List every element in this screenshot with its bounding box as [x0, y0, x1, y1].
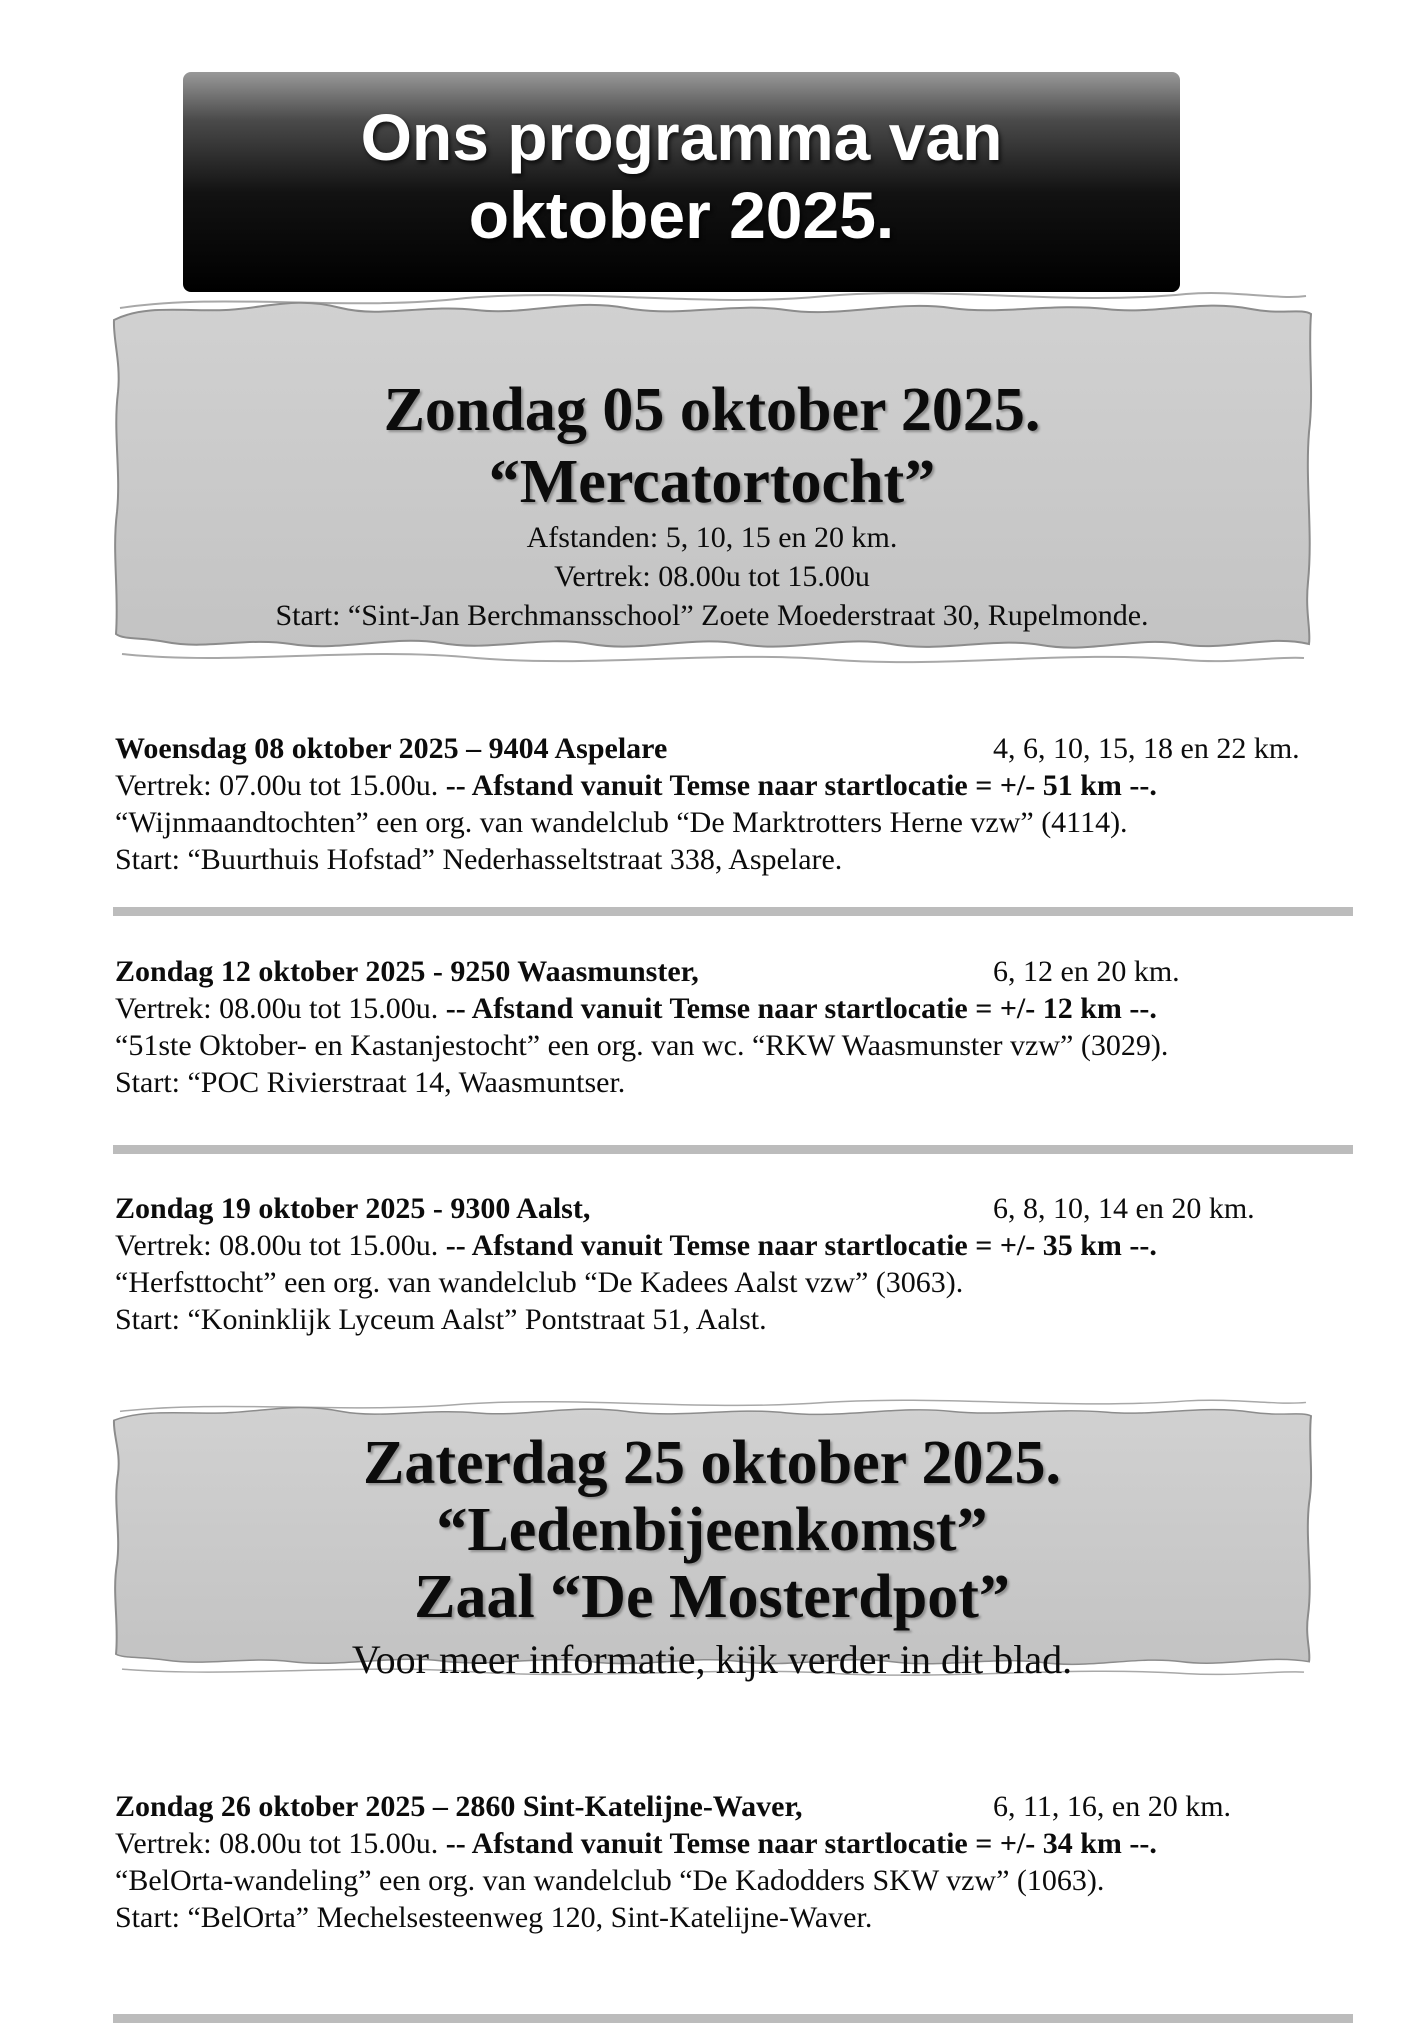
event-distances: 6, 12 en 20 km. [993, 955, 1180, 988]
event-departure-line [115, 990, 1318, 1027]
event-start-line: Start: “POC Rivierstraat 14, Waasmuntser. [115, 1066, 626, 1099]
distance-from-temse: -- Afstand vanuit Temse naar startlocatie = +/- 35 km --. [445, 1229, 1157, 1262]
event-venue: Zaal “De Mosterdpot” [414, 1563, 1010, 1631]
program-title-line2: oktober 2025. [468, 178, 895, 252]
distance-from-temse: -- Afstand vanuit Temse naar startlocatie = +/- 12 km --. [445, 992, 1157, 1025]
program-title-banner [183, 72, 1180, 292]
departure-text: Vertrek: 08.00u tot 15.00u. [115, 1229, 446, 1262]
event-distances: 6, 8, 10, 14 en 20 km. [993, 1192, 1255, 1225]
event-start-location: Start: “Sint-Jan Berchmansschool” Zoete Moederstraat 30, Rupelmonde. [275, 599, 1149, 632]
event-date-title: Zaterdag 25 oktober 2025. [362, 1429, 1062, 1497]
event-date-row [115, 953, 1318, 990]
event-date-row [115, 1788, 1318, 1825]
event-section-08-oktober [115, 730, 1318, 878]
event-start-line: Start: “Koninklijk Lyceum Aalst” Pontstraat 51, Aalst. [115, 1303, 767, 1336]
event-departure: Vertrek: 08.00u tot 15.00u [554, 560, 870, 593]
event-date-title: Zondag 05 oktober 2025. [383, 376, 1041, 444]
event-date-row [115, 1190, 1318, 1227]
distance-from-temse: -- Afstand vanuit Temse naar startlocatie = +/- 34 km --. [445, 1827, 1157, 1860]
event-departure-line [115, 767, 1318, 804]
departure-text: Vertrek: 07.00u tot 15.00u. [115, 769, 446, 802]
event-organizer-line: “51ste Oktober- en Kastanjestocht” een org. van wc. “RKW Waasmunster vzw” (3029). [115, 1029, 1169, 1062]
event-distances: Afstanden: 5, 10, 15 en 20 km. [526, 521, 898, 554]
event-more-info-note: Voor meer informatie, kijk verder in dit blad. [351, 1637, 1073, 1682]
section-divider [113, 907, 1353, 916]
distance-from-temse: -- Afstand vanuit Temse naar startlocatie = +/- 51 km --. [445, 769, 1157, 802]
event-name: “Ledenbijeenkomst” [436, 1496, 988, 1564]
event-organizer-line: “Wijnmaandtochten” een org. van wandelclub “De Marktrotters Herne vzw” (4114). [115, 806, 1128, 839]
event-date-title: Zondag 19 oktober 2025 - 9300 Aalst, [115, 1192, 591, 1225]
event-start-line: Start: “BelOrta” Mechelsesteenweg 120, Sint-Katelijne-Waver. [115, 1901, 873, 1934]
section-divider [113, 1145, 1353, 1154]
event-distances: 4, 6, 10, 15, 18 en 22 km. [993, 732, 1300, 765]
event-section-19-oktober [115, 1190, 1318, 1338]
event-departure-line [115, 1227, 1318, 1264]
event-name: “Mercatortocht” [488, 448, 936, 516]
section-divider [113, 2014, 1353, 2023]
event-date-title: Zondag 26 oktober 2025 – 2860 Sint-Katelijne-Waver, [115, 1790, 803, 1823]
event-distances: 6, 11, 16, en 20 km. [993, 1790, 1232, 1823]
highlight-box-ledenbijeenkomst [106, 1392, 1318, 1684]
event-organizer-line: “Herfsttocht” een org. van wandelclub “De Kadees Aalst vzw” (3063). [115, 1266, 964, 1299]
departure-text: Vertrek: 08.00u tot 15.00u. [115, 1827, 446, 1860]
event-departure-line [115, 1825, 1318, 1862]
highlight-box-mercatortocht [106, 282, 1318, 674]
event-organizer-line: “BelOrta-wandeling” een org. van wandelclub “De Kadodders SKW vzw” (1063). [115, 1864, 1105, 1897]
program-title-line1: Ons programma van [360, 100, 1003, 174]
event-date-title: Woensdag 08 oktober 2025 – 9404 Aspelare [115, 732, 668, 765]
event-start-line: Start: “Buurthuis Hofstad” Nederhasseltstraat 338, Aspelare. [115, 843, 843, 876]
event-section-26-oktober [115, 1788, 1318, 1936]
departure-text: Vertrek: 08.00u tot 15.00u. [115, 992, 446, 1025]
event-date-row [115, 730, 1318, 767]
event-section-12-oktober [115, 953, 1318, 1101]
event-date-title: Zondag 12 oktober 2025 - 9250 Waasmunster, [115, 955, 699, 988]
